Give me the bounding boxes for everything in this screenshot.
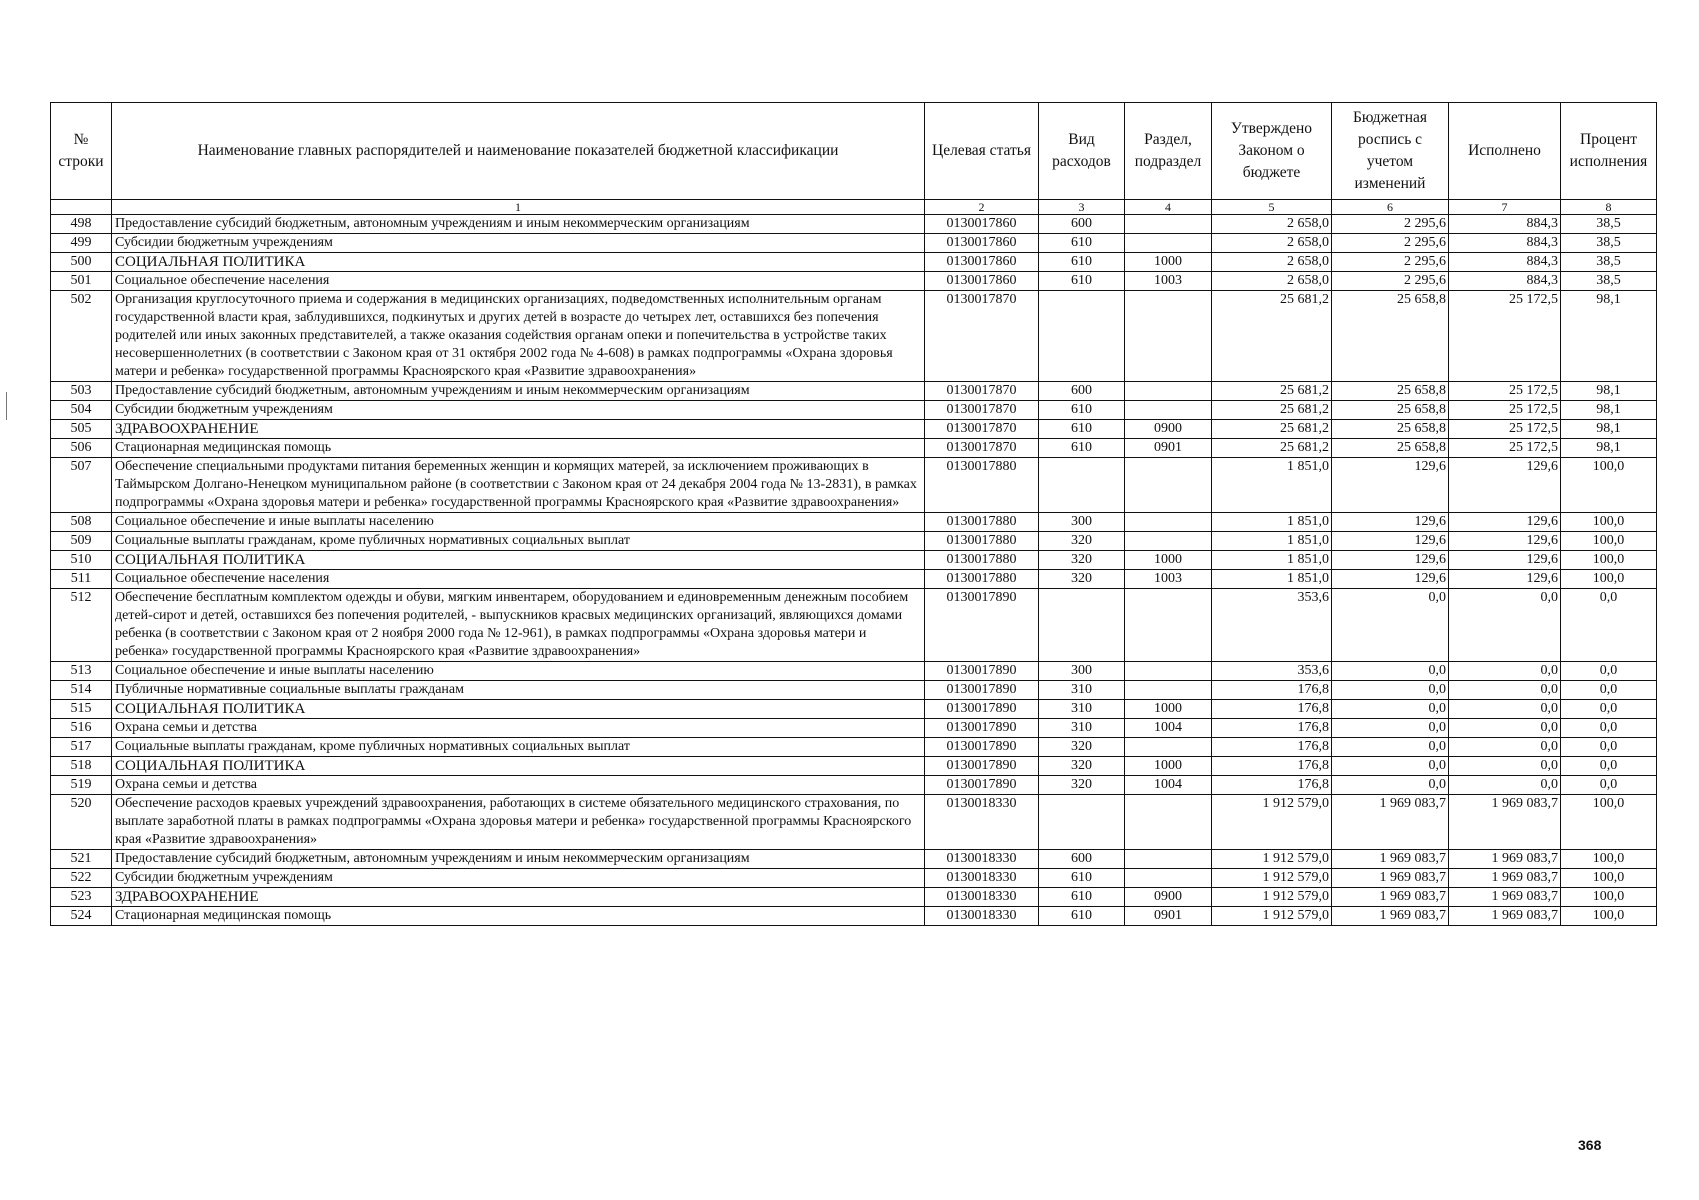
table-row [51,253,1657,272]
item-name-cell: Обеспечение бесплатным комплектом одежды и обуви, мягким инвентарем, оборудованием и единовременным денежным пособием детей-сирот и детей, оставшихся без попечения родителей, - выпускников красвых медицинских организаций, являющихся домами ребенка (в соответствии с Законом края от 2 ноября 2000 года № 12-961), в рамках подпрограммы «Охрана здоровья матери и ребенка» государственной программы Красноярского края «Развитие здравоохранения» [112,589,925,662]
percent-cell: 0,0 [1561,757,1657,776]
header-row [51,103,1657,200]
table-row [51,700,1657,719]
approved-amount-cell: 1 851,0 [1212,458,1332,513]
table-row [51,401,1657,420]
target-article-cell: 0130017870 [925,382,1039,401]
percent-cell: 98,1 [1561,382,1657,401]
approved-amount-cell: 2 658,0 [1212,234,1332,253]
executed-amount-cell: 0,0 [1449,662,1561,681]
budget-schedule-cell: 25 658,8 [1332,291,1449,382]
target-article-cell: 0130017870 [925,291,1039,382]
row-number-cell: 500 [51,253,112,272]
column-index-cell: 1 [112,200,925,215]
percent-cell: 38,5 [1561,234,1657,253]
budget-schedule-cell: 25 658,8 [1332,401,1449,420]
executed-amount-cell: 25 172,5 [1449,382,1561,401]
row-number-cell: 499 [51,234,112,253]
item-name-cell: Субсидии бюджетным учреждениям [112,869,925,888]
budget-schedule-cell: 2 295,6 [1332,253,1449,272]
col-header-executed: Исполнено [1449,103,1561,200]
section-cell: 1003 [1125,272,1212,291]
row-number-cell: 522 [51,869,112,888]
executed-amount-cell: 129,6 [1449,551,1561,570]
executed-amount-cell: 129,6 [1449,513,1561,532]
expense-type-cell: 610 [1039,439,1125,458]
executed-amount-cell: 129,6 [1449,458,1561,513]
percent-cell: 0,0 [1561,681,1657,700]
page-number: 368 [1578,1137,1602,1153]
budget-schedule-cell: 25 658,8 [1332,439,1449,458]
expense-type-cell: 320 [1039,776,1125,795]
budget-schedule-cell: 1 969 083,7 [1332,888,1449,907]
budget-schedule-cell: 1 969 083,7 [1332,907,1449,926]
table-row [51,589,1657,662]
section-cell [1125,681,1212,700]
row-number-cell: 518 [51,757,112,776]
section-cell: 1000 [1125,757,1212,776]
column-index-cell: 6 [1332,200,1449,215]
row-number-cell: 523 [51,888,112,907]
col-header-expense-type: Вид расходов [1039,103,1125,200]
approved-amount-cell: 176,8 [1212,757,1332,776]
section-cell: 1003 [1125,570,1212,589]
expense-type-cell: 600 [1039,850,1125,869]
approved-amount-cell: 25 681,2 [1212,401,1332,420]
target-article-cell: 0130017860 [925,234,1039,253]
approved-amount-cell: 1 912 579,0 [1212,795,1332,850]
approved-amount-cell: 176,8 [1212,738,1332,757]
approved-amount-cell: 176,8 [1212,719,1332,738]
table-row [51,420,1657,439]
approved-amount-cell: 176,8 [1212,681,1332,700]
approved-amount-cell: 1 912 579,0 [1212,907,1332,926]
item-name-cell: Стационарная медицинская помощь [112,439,925,458]
table-row [51,458,1657,513]
column-index-cell: 3 [1039,200,1125,215]
row-number-cell: 524 [51,907,112,926]
col-header-approved: Утверждено Законом о бюджете [1212,103,1332,200]
row-number-cell: 521 [51,850,112,869]
percent-cell: 0,0 [1561,738,1657,757]
section-cell: 0900 [1125,888,1212,907]
col-header-percent: Процент исполнения [1561,103,1657,200]
budget-schedule-cell: 0,0 [1332,662,1449,681]
expense-type-cell: 610 [1039,272,1125,291]
target-article-cell: 0130017880 [925,532,1039,551]
section-cell: 0901 [1125,907,1212,926]
target-article-cell: 0130017870 [925,420,1039,439]
item-name-cell: СОЦИАЛЬНАЯ ПОЛИТИКА [112,700,925,719]
expense-type-cell: 300 [1039,662,1125,681]
section-cell [1125,401,1212,420]
row-number-cell: 504 [51,401,112,420]
percent-cell: 98,1 [1561,439,1657,458]
percent-cell: 98,1 [1561,401,1657,420]
percent-cell: 100,0 [1561,888,1657,907]
table-row [51,795,1657,850]
section-cell: 1004 [1125,776,1212,795]
row-number-cell: 507 [51,458,112,513]
item-name-cell: ЗДРАВООХРАНЕНИЕ [112,420,925,439]
approved-amount-cell: 353,6 [1212,589,1332,662]
row-number-cell: 512 [51,589,112,662]
percent-cell: 38,5 [1561,215,1657,234]
budget-schedule-cell: 129,6 [1332,551,1449,570]
section-cell: 1000 [1125,700,1212,719]
approved-amount-cell: 25 681,2 [1212,420,1332,439]
column-index-cell: 4 [1125,200,1212,215]
section-cell [1125,738,1212,757]
executed-amount-cell: 1 969 083,7 [1449,907,1561,926]
section-cell: 1000 [1125,253,1212,272]
item-name-cell: Охрана семьи и детства [112,776,925,795]
row-number-cell: 506 [51,439,112,458]
table-row [51,757,1657,776]
approved-amount-cell: 2 658,0 [1212,253,1332,272]
row-number-cell: 498 [51,215,112,234]
table-row [51,776,1657,795]
budget-schedule-cell: 129,6 [1332,570,1449,589]
percent-cell: 38,5 [1561,253,1657,272]
row-number-cell: 509 [51,532,112,551]
item-name-cell: Предоставление субсидий бюджетным, автономным учреждениям и иным некоммерческим организациям [112,850,925,869]
executed-amount-cell: 0,0 [1449,738,1561,757]
item-name-cell: Охрана семьи и детства [112,719,925,738]
table-row [51,869,1657,888]
budget-schedule-cell: 0,0 [1332,681,1449,700]
executed-amount-cell: 884,3 [1449,234,1561,253]
budget-schedule-cell: 2 295,6 [1332,234,1449,253]
budget-schedule-cell: 0,0 [1332,776,1449,795]
item-name-cell: Субсидии бюджетным учреждениям [112,401,925,420]
col-header-section: Раздел, подраздел [1125,103,1212,200]
percent-cell: 100,0 [1561,907,1657,926]
percent-cell: 38,5 [1561,272,1657,291]
section-cell [1125,382,1212,401]
row-number-cell: 508 [51,513,112,532]
executed-amount-cell: 0,0 [1449,681,1561,700]
item-name-cell: Социальное обеспечение населения [112,272,925,291]
section-cell [1125,795,1212,850]
approved-amount-cell: 2 658,0 [1212,215,1332,234]
row-number-cell: 510 [51,551,112,570]
executed-amount-cell: 884,3 [1449,253,1561,272]
expense-type-cell: 610 [1039,888,1125,907]
budget-schedule-cell: 2 295,6 [1332,215,1449,234]
expense-type-cell: 310 [1039,719,1125,738]
col-header-budget-schedule: Бюджетная роспись с учетом изменений [1332,103,1449,200]
percent-cell: 100,0 [1561,869,1657,888]
target-article-cell: 0130017880 [925,513,1039,532]
expense-type-cell: 320 [1039,551,1125,570]
expense-type-cell: 610 [1039,420,1125,439]
row-number-cell: 503 [51,382,112,401]
expense-type-cell [1039,589,1125,662]
percent-cell: 100,0 [1561,795,1657,850]
target-article-cell: 0130017890 [925,662,1039,681]
col-header-name: Наименование главных распорядителей и наименование показателей бюджетной классификации [112,103,925,200]
approved-amount-cell: 25 681,2 [1212,291,1332,382]
item-name-cell: Субсидии бюджетным учреждениям [112,234,925,253]
section-cell [1125,291,1212,382]
expense-type-cell [1039,458,1125,513]
column-index-cell: 2 [925,200,1039,215]
item-name-cell: Стационарная медицинская помощь [112,907,925,926]
budget-execution-table [50,102,1657,926]
percent-cell: 100,0 [1561,551,1657,570]
item-name-cell: Предоставление субсидий бюджетным, автономным учреждениям и иным некоммерческим организациям [112,382,925,401]
row-number-cell: 502 [51,291,112,382]
col-header-row-number: № строки [51,103,112,200]
section-cell [1125,662,1212,681]
executed-amount-cell: 0,0 [1449,776,1561,795]
expense-type-cell: 600 [1039,215,1125,234]
item-name-cell: Социальное обеспечение населения [112,570,925,589]
approved-amount-cell: 176,8 [1212,776,1332,795]
target-article-cell: 0130018330 [925,907,1039,926]
expense-type-cell: 320 [1039,570,1125,589]
table-row [51,291,1657,382]
section-cell [1125,234,1212,253]
executed-amount-cell: 884,3 [1449,215,1561,234]
target-article-cell: 0130017880 [925,458,1039,513]
target-article-cell: 0130017860 [925,272,1039,291]
expense-type-cell: 320 [1039,532,1125,551]
item-name-cell: Социальное обеспечение и иные выплаты населению [112,513,925,532]
target-article-cell: 0130018330 [925,869,1039,888]
target-article-cell: 0130017890 [925,700,1039,719]
executed-amount-cell: 129,6 [1449,570,1561,589]
section-cell [1125,215,1212,234]
table-row [51,532,1657,551]
item-name-cell: ЗДРАВООХРАНЕНИЕ [112,888,925,907]
section-cell [1125,532,1212,551]
approved-amount-cell: 25 681,2 [1212,439,1332,458]
row-number-cell: 511 [51,570,112,589]
approved-amount-cell: 176,8 [1212,700,1332,719]
section-cell: 0901 [1125,439,1212,458]
table-row [51,513,1657,532]
section-cell [1125,458,1212,513]
expense-type-cell: 610 [1039,253,1125,272]
budget-schedule-cell: 0,0 [1332,757,1449,776]
item-name-cell: Обеспечение специальными продуктами питания беременных женщин и кормящих матерей, за исключением проживающих в Таймырском Долгано-Ненецком муниципальном районе (в соответствии с Законом края от 24 декабря 2004 года № 13-2831), в рамках подпрограммы «Охрана здоровья матери и ребенка» государственной программы Красноярского края «Развитие здравоохранения» [112,458,925,513]
target-article-cell: 0130017890 [925,776,1039,795]
column-index-blank [51,200,112,215]
table-row [51,439,1657,458]
target-article-cell: 0130017860 [925,253,1039,272]
row-number-cell: 513 [51,662,112,681]
approved-amount-cell: 25 681,2 [1212,382,1332,401]
budget-schedule-cell: 129,6 [1332,513,1449,532]
column-index-cell: 8 [1561,200,1657,215]
expense-type-cell: 610 [1039,234,1125,253]
percent-cell: 100,0 [1561,513,1657,532]
budget-table-container [50,102,1648,926]
percent-cell: 0,0 [1561,662,1657,681]
target-article-cell: 0130017860 [925,215,1039,234]
table-row [51,382,1657,401]
executed-amount-cell: 0,0 [1449,719,1561,738]
approved-amount-cell: 1 912 579,0 [1212,888,1332,907]
executed-amount-cell: 0,0 [1449,589,1561,662]
percent-cell: 0,0 [1561,589,1657,662]
section-cell: 1000 [1125,551,1212,570]
approved-amount-cell: 353,6 [1212,662,1332,681]
item-name-cell: Обеспечение расходов краевых учреждений здравоохранения, работающих в системе обязательного медицинского страхования, по выплате заработной платы в рамках подпрограммы «Охрана здоровья матери и ребенка» государственной программы Красноярского края «Развитие здравоохранения» [112,795,925,850]
executed-amount-cell: 25 172,5 [1449,420,1561,439]
target-article-cell: 0130017890 [925,738,1039,757]
target-article-cell: 0130017870 [925,401,1039,420]
section-cell [1125,869,1212,888]
executed-amount-cell: 129,6 [1449,532,1561,551]
row-number-cell: 517 [51,738,112,757]
budget-schedule-cell: 25 658,8 [1332,420,1449,439]
table-row [51,551,1657,570]
target-article-cell: 0130017880 [925,570,1039,589]
budget-schedule-cell: 1 969 083,7 [1332,795,1449,850]
column-index-row [51,200,1657,215]
executed-amount-cell: 25 172,5 [1449,401,1561,420]
budget-schedule-cell: 0,0 [1332,719,1449,738]
target-article-cell: 0130017890 [925,757,1039,776]
executed-amount-cell: 1 969 083,7 [1449,850,1561,869]
section-cell [1125,850,1212,869]
item-name-cell: Социальное обеспечение и иные выплаты населению [112,662,925,681]
budget-schedule-cell: 1 969 083,7 [1332,850,1449,869]
approved-amount-cell: 1 851,0 [1212,532,1332,551]
percent-cell: 98,1 [1561,291,1657,382]
table-row [51,234,1657,253]
expense-type-cell: 320 [1039,738,1125,757]
expense-type-cell: 310 [1039,700,1125,719]
budget-schedule-cell: 0,0 [1332,589,1449,662]
table-body [51,215,1657,926]
target-article-cell: 0130017890 [925,719,1039,738]
row-number-cell: 514 [51,681,112,700]
table-row [51,738,1657,757]
section-cell: 1004 [1125,719,1212,738]
budget-schedule-cell: 129,6 [1332,532,1449,551]
target-article-cell: 0130017890 [925,589,1039,662]
item-name-cell: СОЦИАЛЬНАЯ ПОЛИТИКА [112,253,925,272]
percent-cell: 98,1 [1561,420,1657,439]
percent-cell: 0,0 [1561,719,1657,738]
expense-type-cell [1039,291,1125,382]
table-row [51,888,1657,907]
expense-type-cell: 600 [1039,382,1125,401]
executed-amount-cell: 0,0 [1449,757,1561,776]
target-article-cell: 0130018330 [925,850,1039,869]
table-row [51,570,1657,589]
target-article-cell: 0130018330 [925,795,1039,850]
row-number-cell: 520 [51,795,112,850]
item-name-cell: Социальные выплаты гражданам, кроме публичных нормативных социальных выплат [112,738,925,757]
executed-amount-cell: 1 969 083,7 [1449,869,1561,888]
percent-cell: 100,0 [1561,458,1657,513]
target-article-cell: 0130017890 [925,681,1039,700]
item-name-cell: СОЦИАЛЬНАЯ ПОЛИТИКА [112,551,925,570]
executed-amount-cell: 25 172,5 [1449,291,1561,382]
executed-amount-cell: 1 969 083,7 [1449,795,1561,850]
col-header-target-article: Целевая статья [925,103,1039,200]
table-row [51,662,1657,681]
expense-type-cell: 610 [1039,869,1125,888]
item-name-cell: Социальные выплаты гражданам, кроме публичных нормативных социальных выплат [112,532,925,551]
executed-amount-cell: 0,0 [1449,700,1561,719]
expense-type-cell: 310 [1039,681,1125,700]
executed-amount-cell: 25 172,5 [1449,439,1561,458]
margin-mark [6,392,7,420]
table-row [51,719,1657,738]
percent-cell: 100,0 [1561,532,1657,551]
target-article-cell: 0130017880 [925,551,1039,570]
approved-amount-cell: 1 851,0 [1212,551,1332,570]
row-number-cell: 516 [51,719,112,738]
target-article-cell: 0130017870 [925,439,1039,458]
row-number-cell: 501 [51,272,112,291]
section-cell [1125,589,1212,662]
budget-schedule-cell: 129,6 [1332,458,1449,513]
approved-amount-cell: 1 912 579,0 [1212,869,1332,888]
executed-amount-cell: 1 969 083,7 [1449,888,1561,907]
budget-schedule-cell: 2 295,6 [1332,272,1449,291]
executed-amount-cell: 884,3 [1449,272,1561,291]
budget-schedule-cell: 0,0 [1332,700,1449,719]
percent-cell: 0,0 [1561,776,1657,795]
table-row [51,681,1657,700]
row-number-cell: 505 [51,420,112,439]
row-number-cell: 519 [51,776,112,795]
expense-type-cell: 610 [1039,907,1125,926]
item-name-cell: Публичные нормативные социальные выплаты гражданам [112,681,925,700]
approved-amount-cell: 2 658,0 [1212,272,1332,291]
table-row [51,272,1657,291]
approved-amount-cell: 1 851,0 [1212,570,1332,589]
row-number-cell: 515 [51,700,112,719]
budget-schedule-cell: 0,0 [1332,738,1449,757]
expense-type-cell: 320 [1039,757,1125,776]
expense-type-cell: 610 [1039,401,1125,420]
table-row [51,907,1657,926]
column-index-cell: 7 [1449,200,1561,215]
approved-amount-cell: 1 912 579,0 [1212,850,1332,869]
section-cell [1125,513,1212,532]
percent-cell: 100,0 [1561,850,1657,869]
percent-cell: 0,0 [1561,700,1657,719]
expense-type-cell [1039,795,1125,850]
column-index-cell: 5 [1212,200,1332,215]
item-name-cell: СОЦИАЛЬНАЯ ПОЛИТИКА [112,757,925,776]
table-row [51,850,1657,869]
item-name-cell: Организация круглосуточного приема и содержания в медицинских организациях, подведомственных исполнительным органам государственной власти края, заблудившихся, подкинутых и других детей в возрасте до четырех лет, оставшихся без попечения родителей или иных законных представителей, а также оказания содействия органам опеки и попечительства в устройстве таких несовершеннолетних (в соответствии с Законом края от 31 октября 2002 года № 4-608) в рамках подпрограммы «Охрана здоровья матери и ребенка» государственной программы Красноярского края «Развитие здравоохранения» [112,291,925,382]
table-row [51,215,1657,234]
budget-schedule-cell: 1 969 083,7 [1332,869,1449,888]
percent-cell: 100,0 [1561,570,1657,589]
approved-amount-cell: 1 851,0 [1212,513,1332,532]
expense-type-cell: 300 [1039,513,1125,532]
item-name-cell: Предоставление субсидий бюджетным, автономным учреждениям и иным некоммерческим организациям [112,215,925,234]
target-article-cell: 0130018330 [925,888,1039,907]
budget-schedule-cell: 25 658,8 [1332,382,1449,401]
section-cell: 0900 [1125,420,1212,439]
